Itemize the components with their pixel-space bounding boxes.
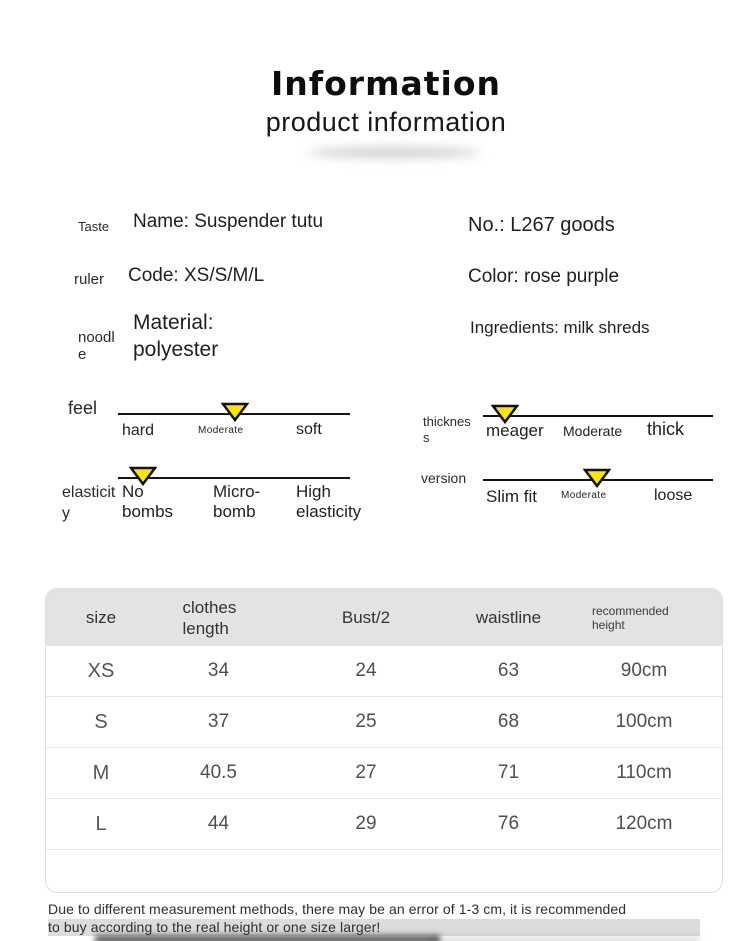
table-cell: 44 (207, 813, 230, 834)
measurement-note (48, 901, 700, 936)
table-row (46, 748, 722, 799)
table-cell: XS (87, 659, 115, 682)
table-cell: 100cm (615, 711, 673, 732)
table-cell: 63 (497, 660, 520, 681)
page-title: Information (271, 64, 501, 103)
info-label-noodle: noodle (78, 329, 115, 363)
table-header-cell: Bust/2 (341, 607, 391, 627)
measurement-note-line1: Due to different measurement methods, there may be an error of 1-3 cm, it is recommended (48, 901, 627, 917)
table-cell: 90cm (620, 660, 668, 681)
table-cell: 120cm (615, 813, 673, 834)
table-cell: 34 (207, 660, 230, 681)
table-cell: S (94, 710, 108, 733)
slider-tick: Moderate (561, 490, 607, 501)
table-header-text: clothes length (182, 597, 237, 638)
slider-tick: meager (486, 421, 544, 440)
slider-tick: loose (654, 487, 693, 504)
slider-label-version: version (421, 470, 467, 486)
table-cell: 24 (355, 660, 377, 681)
info-value-ingredients: Ingredients: milk shreds (470, 318, 650, 337)
table-header-cell (156, 597, 281, 639)
table-row (46, 697, 722, 748)
page-header (0, 64, 750, 139)
table-cell: 25 (355, 711, 377, 732)
table-cell: 68 (497, 711, 520, 732)
slider-tick: High elasticity (296, 482, 362, 521)
table-header-cell: waistline (475, 607, 542, 627)
bottom-smudge-decoration (430, 936, 700, 941)
triangle-marker-icon (221, 402, 249, 422)
size-table (45, 588, 723, 893)
table-row (46, 646, 722, 697)
table-cell: 71 (497, 762, 520, 783)
slider-tick: No bombs (122, 482, 174, 521)
slider-label-elasticity: elasticity (62, 484, 116, 522)
info-value-code: Code: XS/S/M/L (128, 265, 265, 286)
triangle-marker-icon (583, 468, 611, 488)
info-value-material: Material: polyester (133, 311, 219, 361)
info-value-name: Name: Suspender tutu (133, 211, 324, 232)
slider-tick: Moderate (198, 425, 244, 436)
table-cell: 27 (355, 762, 377, 783)
info-label-ruler: ruler (74, 271, 105, 288)
table-row (46, 799, 722, 850)
table-cell: 29 (355, 813, 377, 834)
table-cell: L (95, 812, 107, 835)
table-header-cell (566, 604, 722, 632)
slider-tick: Micro-bomb (213, 482, 261, 521)
bottom-smudge-decoration (95, 935, 440, 941)
info-value-number: No.: L267 goods (468, 214, 615, 236)
table-header-text: recommended height (592, 603, 669, 632)
table-cell: 76 (497, 813, 520, 834)
slider-label-thickness: thickness (423, 414, 471, 445)
info-value-color: Color: rose purple (468, 266, 620, 287)
slider-tick: Slim fit (486, 487, 537, 506)
info-label-taste: Taste (78, 219, 110, 234)
table-cell: 110cm (616, 762, 672, 783)
table-cell: 40.5 (200, 762, 237, 783)
slider-tick: thick (647, 419, 685, 439)
table-header-row (46, 589, 722, 646)
table-header-cell: size (85, 607, 117, 627)
slider-tick: hard (122, 422, 155, 439)
slider-label-feel: feel (68, 398, 98, 418)
page-subtitle: product information (265, 107, 507, 137)
slider-tick: soft (296, 421, 322, 438)
slider-tick: Moderate (563, 423, 623, 439)
measurement-note-line2: to buy according to the real height or one size larger! (48, 919, 700, 936)
title-shadow-decoration (308, 147, 480, 158)
table-cell: M (92, 761, 110, 784)
table-cell: 37 (207, 711, 230, 732)
